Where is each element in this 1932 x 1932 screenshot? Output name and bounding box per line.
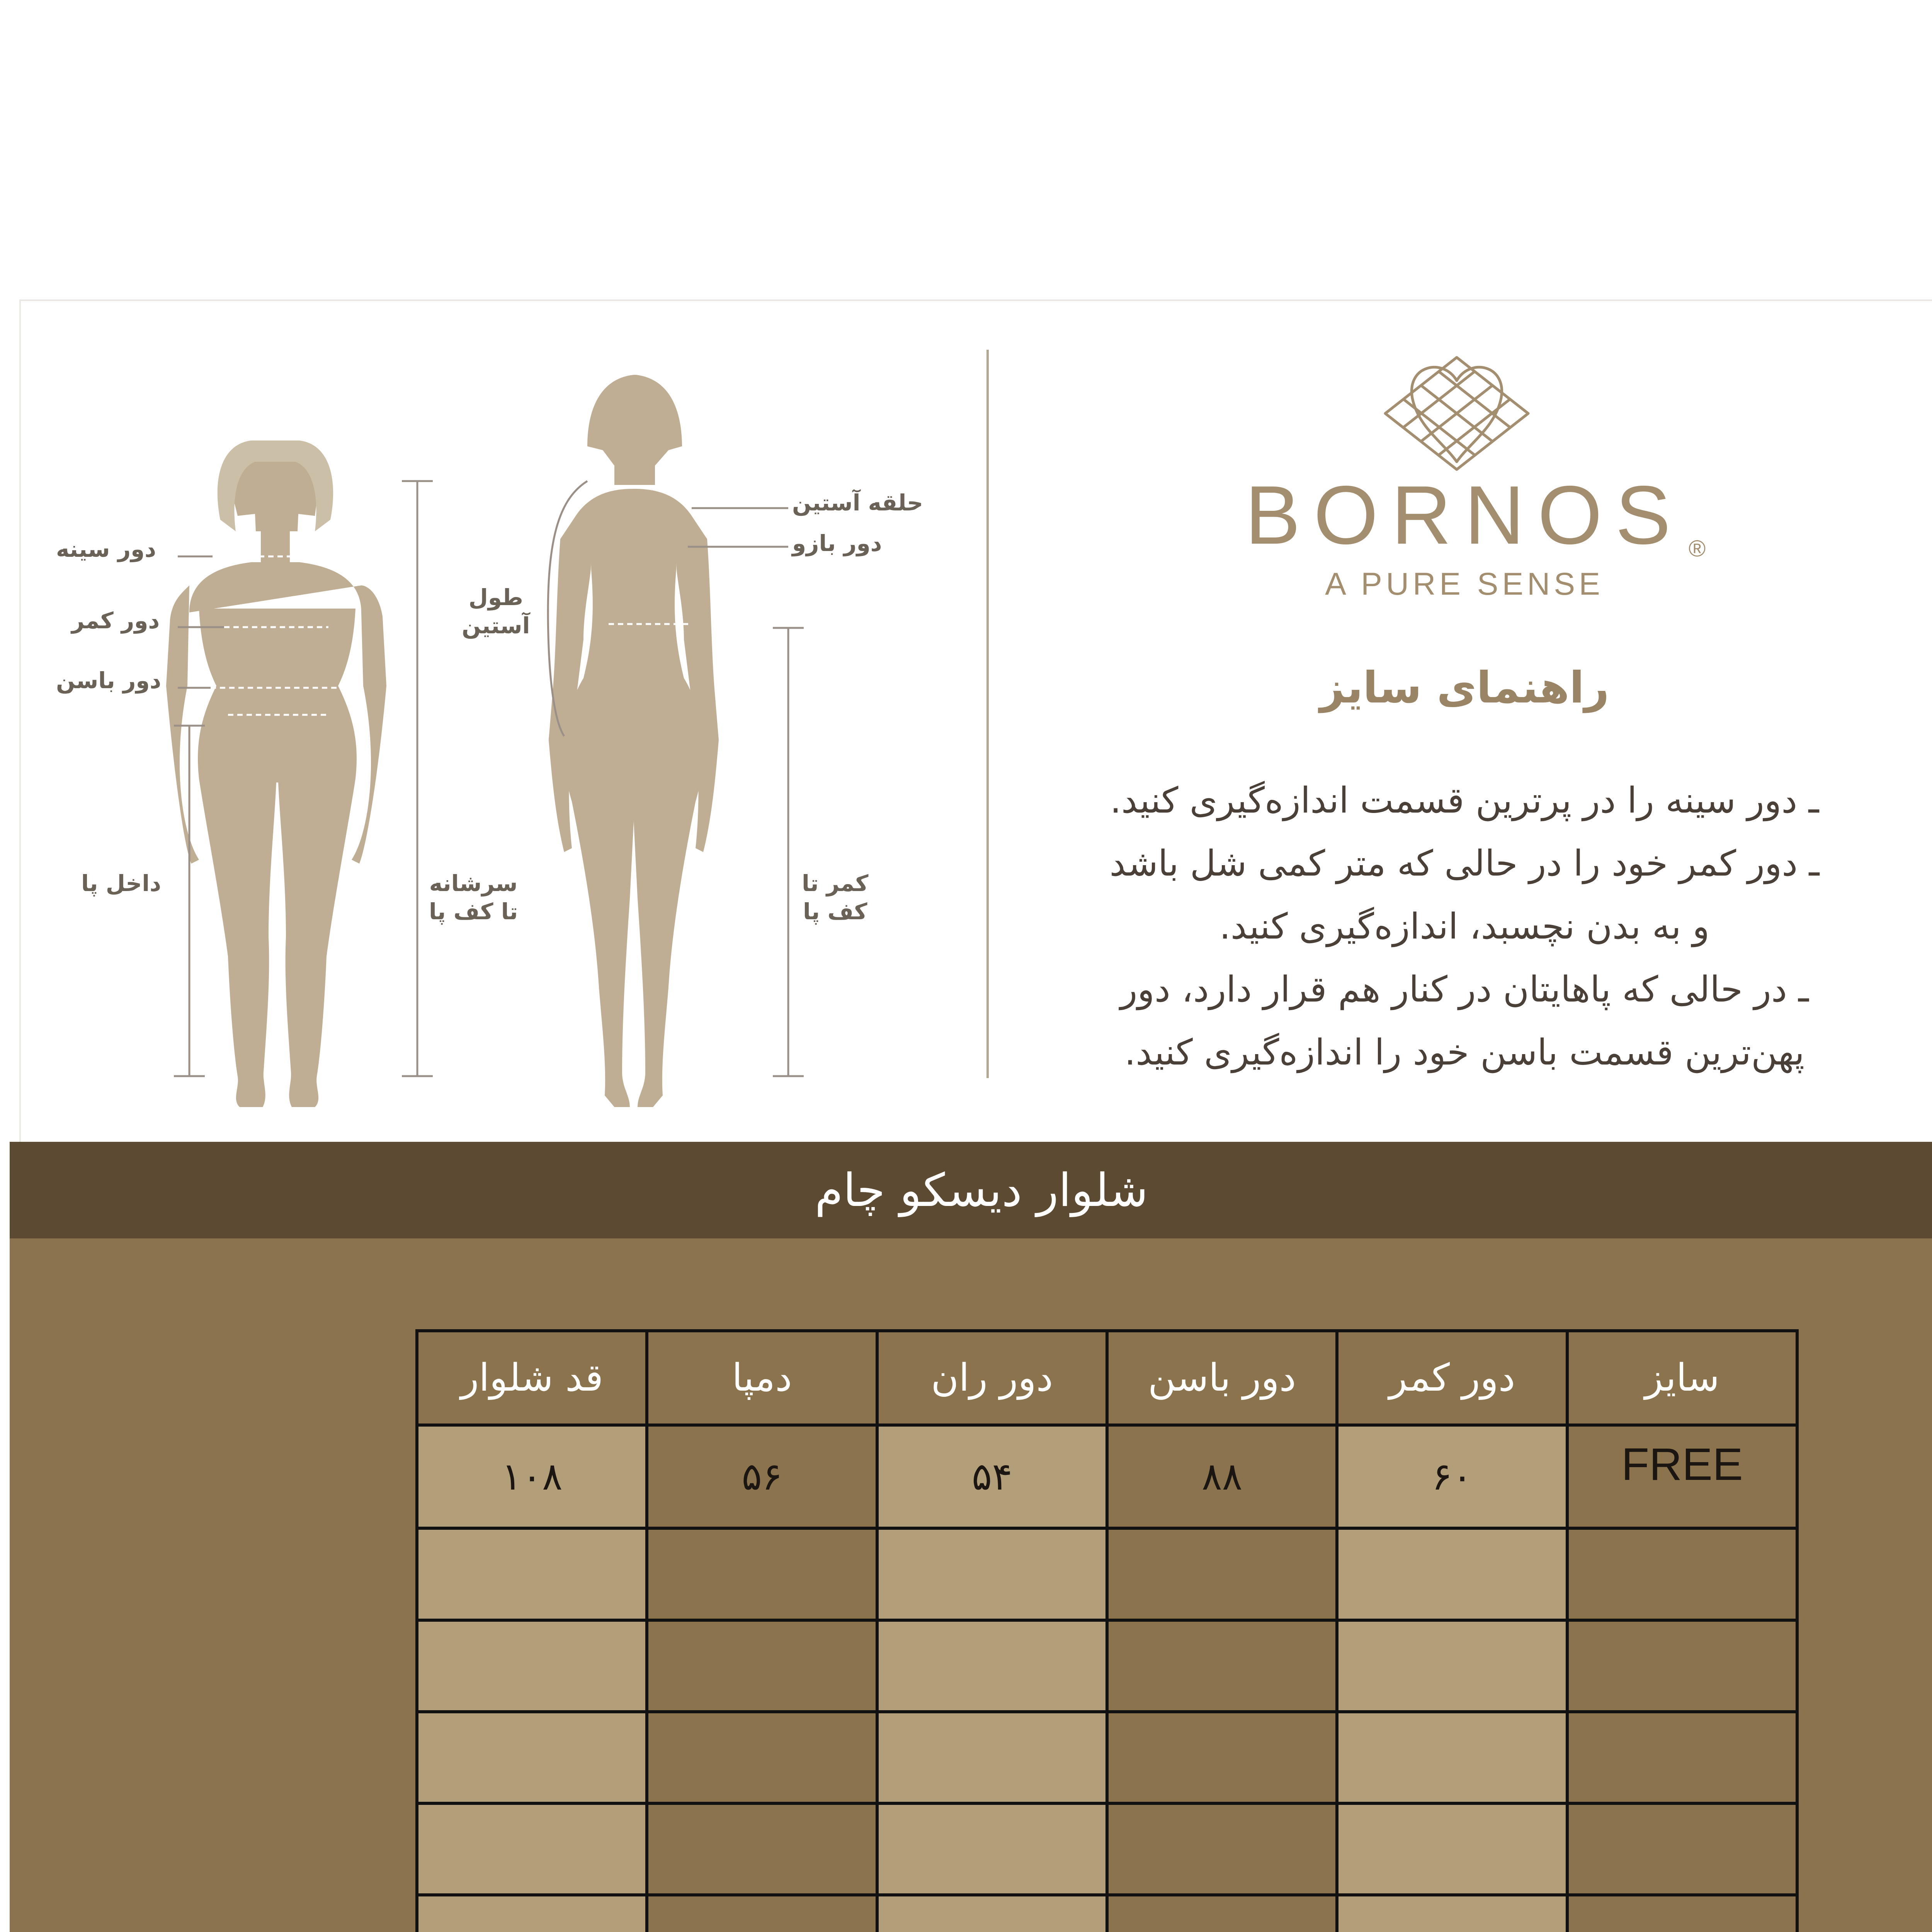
instruction-line: ـ دور سینه را در پرترین قسمت اندازه‌گیری کنید. bbox=[1110, 780, 1819, 821]
label-hip: دور باسن bbox=[56, 667, 162, 694]
label-sleeve-length-line1: طول bbox=[468, 584, 523, 611]
table-cell bbox=[1337, 1895, 1567, 1932]
diamond-heart-lattice-icon bbox=[1376, 350, 1538, 477]
table-cell bbox=[1567, 1712, 1797, 1803]
label-armhole: حلقه آستین bbox=[792, 490, 923, 516]
table-cell bbox=[1107, 1803, 1337, 1895]
table-cell: ۵۶ bbox=[647, 1425, 877, 1528]
label-shoulder-to-sole-line2: تا کف پا bbox=[429, 898, 518, 925]
table-cell bbox=[1567, 1620, 1797, 1712]
table-row bbox=[417, 1528, 1797, 1620]
table-cell: FREE bbox=[1567, 1425, 1797, 1528]
table-cell bbox=[417, 1620, 647, 1712]
label-waist: دور کمر bbox=[71, 607, 160, 634]
table-cell bbox=[647, 1803, 877, 1895]
table-row bbox=[417, 1620, 1797, 1712]
table-cell bbox=[877, 1528, 1107, 1620]
label-waist-to-sole-line2: کف پا bbox=[803, 898, 867, 925]
table-cell: ۶۰ bbox=[1337, 1425, 1567, 1528]
table-cell bbox=[1107, 1620, 1337, 1712]
table-cell bbox=[877, 1803, 1107, 1895]
label-shoulder-to-sole-line1: سرشانه bbox=[429, 870, 518, 896]
table-cell bbox=[1567, 1895, 1797, 1932]
table-cell bbox=[1107, 1528, 1337, 1620]
table-cell: ۵۴ bbox=[877, 1425, 1107, 1528]
table-cell bbox=[1107, 1895, 1337, 1932]
table-cell bbox=[647, 1712, 877, 1803]
header-waist: دور کمر bbox=[1337, 1331, 1567, 1425]
table-cell bbox=[877, 1620, 1107, 1712]
table-cell bbox=[1337, 1803, 1567, 1895]
instruction-line: ـ دور کمر خود را در حالی که متر کمی شل باشد bbox=[1109, 843, 1820, 884]
size-table bbox=[415, 1329, 1799, 1932]
instruction-line: و به بدن نچسبد، اندازه‌گیری کنید. bbox=[1219, 906, 1710, 947]
table-cell bbox=[417, 1528, 647, 1620]
table-cell bbox=[1337, 1712, 1567, 1803]
table-cell bbox=[647, 1528, 877, 1620]
label-sleeve-length-line2: آستین bbox=[462, 612, 530, 639]
size-guide-title: راهنمای سایز bbox=[1320, 663, 1609, 713]
body-measurement-illustration bbox=[19, 299, 985, 1142]
table-cell: ۱۰۸ bbox=[417, 1425, 647, 1528]
header-hem: دمپا bbox=[647, 1331, 877, 1425]
table-row bbox=[417, 1712, 1797, 1803]
table-cell bbox=[1337, 1620, 1567, 1712]
table-cell bbox=[877, 1895, 1107, 1932]
panel-divider bbox=[986, 350, 989, 1078]
label-inseam: داخل پا bbox=[81, 870, 161, 896]
table-cell bbox=[647, 1895, 877, 1932]
table-cell bbox=[1567, 1528, 1797, 1620]
product-title: شلوار دیسکو چام bbox=[815, 1163, 1148, 1217]
table-row bbox=[417, 1803, 1797, 1895]
label-arm: دور بازو bbox=[792, 530, 882, 556]
table-cell bbox=[417, 1895, 647, 1932]
header-hip: دور باسن bbox=[1107, 1331, 1337, 1425]
table-cell bbox=[417, 1803, 647, 1895]
brand-name: BORNOS bbox=[1245, 468, 1684, 561]
size-guide-instructions bbox=[1039, 769, 1889, 1084]
label-waist-to-sole-line1: کمر تا bbox=[802, 870, 869, 896]
table-row bbox=[417, 1895, 1797, 1932]
table-header-row bbox=[417, 1331, 1797, 1425]
table-cell bbox=[877, 1712, 1107, 1803]
table-cell bbox=[1567, 1803, 1797, 1895]
header-size: سایز bbox=[1567, 1331, 1797, 1425]
instruction-line: پهن‌ترین قسمت باسن خود را اندازه‌گیری کنید. bbox=[1124, 1032, 1805, 1073]
table-row bbox=[417, 1425, 1797, 1528]
brand-tagline: A PURE SENSE bbox=[1325, 566, 1604, 602]
table-cell bbox=[647, 1620, 877, 1712]
header-thigh: دور ران bbox=[877, 1331, 1107, 1425]
instruction-line: ـ در حالی که پاهایتان در کنار هم قرار دارد، دور bbox=[1120, 969, 1809, 1010]
header-length: قد شلوار bbox=[417, 1331, 647, 1425]
table-cell bbox=[1107, 1712, 1337, 1803]
table-cell: ۸۸ bbox=[1107, 1425, 1337, 1528]
label-waist-to-sole bbox=[802, 869, 868, 925]
label-shoulder-to-sole bbox=[429, 869, 518, 925]
table-cell bbox=[1337, 1528, 1567, 1620]
product-title-band bbox=[10, 1142, 1932, 1238]
label-sleeve-length bbox=[462, 583, 530, 639]
label-bust: دور سینه bbox=[56, 536, 156, 562]
table-cell bbox=[417, 1712, 647, 1803]
registered-mark: ® bbox=[1689, 536, 1706, 561]
